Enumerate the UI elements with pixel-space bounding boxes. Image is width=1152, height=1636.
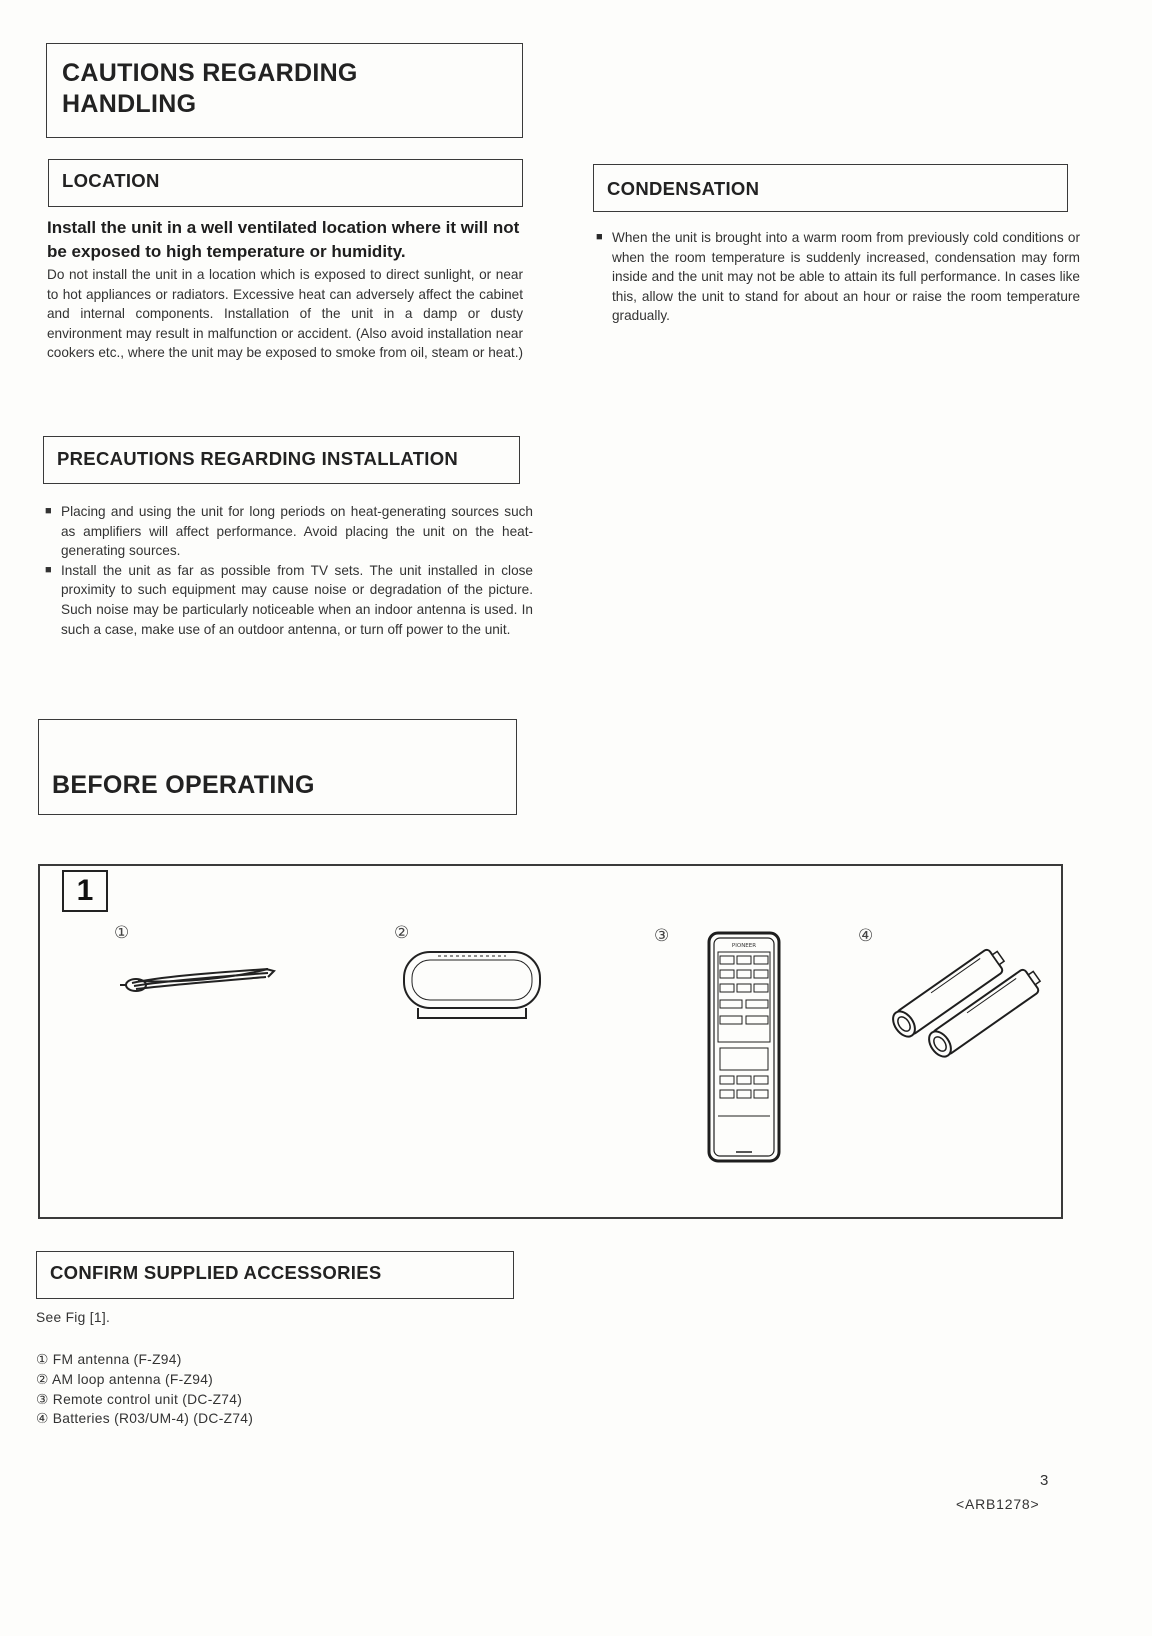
bullet-marker: ■ (45, 505, 52, 517)
installation-item-2 (45, 561, 533, 639)
installation-item-1-text: Placing and using the unit for long periods on heat-generating sources such as amplifiers will affect performance. Avoid placing the unit on the heat-generating sources. (61, 504, 533, 559)
bullet-marker: ■ (596, 231, 603, 243)
cautions-title-line2: HANDLING (62, 90, 197, 118)
installation-title: PRECAUTIONS REGARDING INSTALLATION (57, 448, 459, 469)
installation-item-1 (45, 502, 533, 561)
before-title: BEFORE OPERATING (52, 771, 315, 799)
figure-label-4: ④ (858, 926, 874, 945)
page-number: 3 (1040, 1472, 1049, 1489)
condensation-title: CONDENSATION (607, 178, 760, 199)
figure-label-3: ③ (654, 926, 670, 945)
condensation-item (596, 228, 1080, 326)
location-title: LOCATION (62, 170, 160, 191)
accessories-list (36, 1350, 253, 1429)
accessories-title: CONFIRM SUPPLIED ACCESSORIES (50, 1262, 382, 1283)
figure-label-1: ① (114, 923, 130, 942)
remote-control-illustration (706, 930, 782, 1164)
accessories-see-figure: See Fig [1]. (36, 1310, 111, 1325)
installation-item-2-text: Install the unit as far as possible from TV sets. The unit installed in close proximity to such equipment may cause noise or degradation of the picture. Such noise may be particularly noticeable when an indoor antenna is used. In such a case, make use of an outdoor antenna, or turn off power to the unit. (61, 562, 533, 637)
document-code: <ARB1278> (956, 1496, 1040, 1512)
batteries-illustration (886, 944, 1046, 1062)
location-lead: Install the unit in a well ventilated location where it will not be exposed to high temperature or humidity. (47, 218, 520, 261)
figure-label-2: ② (394, 923, 410, 942)
accessory-item-3: ③ Remote control unit (DC-Z74) (36, 1391, 243, 1407)
bullet-marker: ■ (45, 563, 52, 576)
location-body: Do not install the unit in a location which is exposed to direct sunlight, or near to hot appliances or radiators. Excessive heat can adversely affect the cabinet and internal components. Installation of the unit in a damp or dusty environment may result in malfunction or accident. (Also avoid installation near cookers etc., where the unit may be exposed to smoke from oil, steam or heat.) (47, 267, 524, 361)
cautions-title (62, 58, 358, 120)
cautions-title-line1: CAUTIONS REGARDING (62, 59, 358, 87)
installation-list (45, 502, 533, 639)
figure-number: 1 (76, 874, 94, 907)
accessory-item-1: ① FM antenna (F-Z94) (36, 1352, 182, 1367)
fm-antenna-illustration (118, 955, 278, 1005)
am-loop-antenna-illustration (398, 946, 546, 1024)
remote-brand-text: PIONEER (731, 943, 757, 949)
accessory-item-2: ② AM loop antenna (F-Z94) (36, 1371, 214, 1387)
condensation-text: When the unit is brought into a warm room from previously cold conditions or when the room temperature is suddenly increased, condensation may form inside and the unit may not be able to attain its full performance. In cases like this, allow the unit to stand for about an hour or raise the room temperature gradually. (612, 230, 1080, 324)
accessory-item-4: ④ Batteries (R03/UM-4) (DC-Z74) (36, 1411, 254, 1427)
